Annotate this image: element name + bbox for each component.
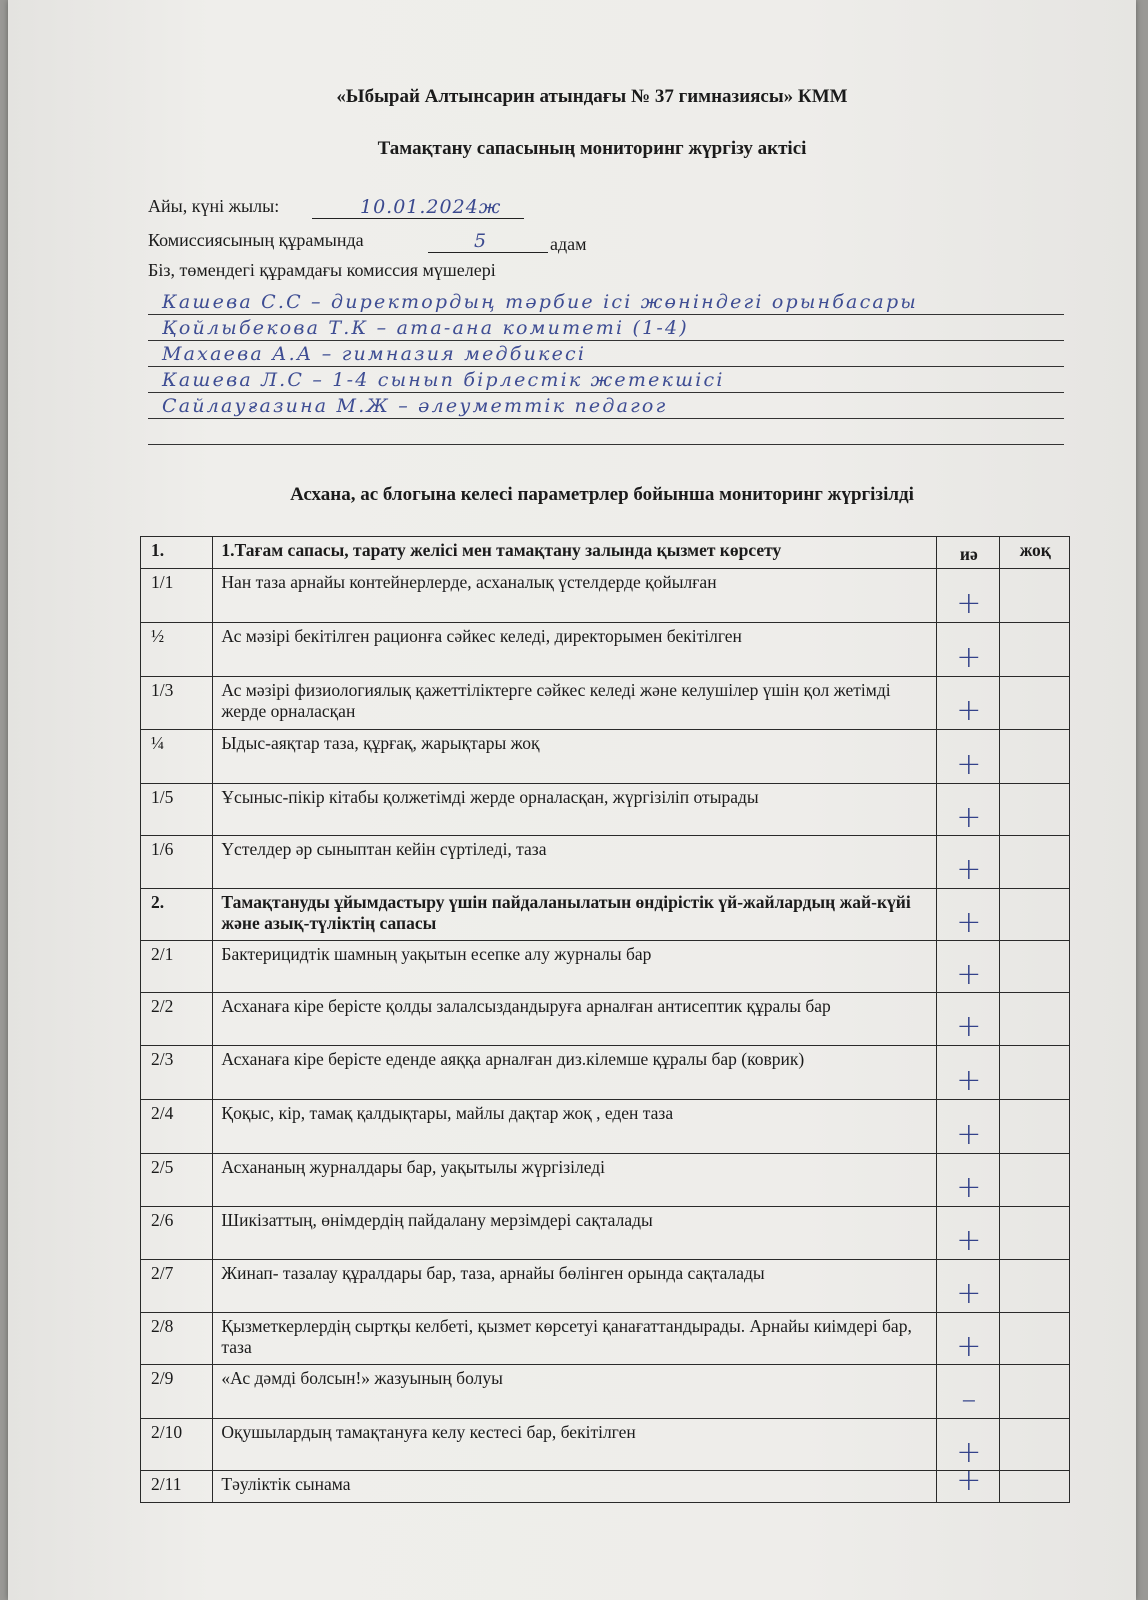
yes-mark: + bbox=[956, 746, 982, 782]
member-name: Махаева А.А – гимназия медбикесі bbox=[162, 343, 587, 365]
row-text: Оқушылардың тамақтануға келу кестесі бар, бекітілген bbox=[213, 1419, 937, 1471]
row-number: 2/11 bbox=[141, 1471, 213, 1503]
row-number: 1/6 bbox=[141, 836, 213, 889]
table-row bbox=[141, 1154, 1070, 1207]
row-number: 2/1 bbox=[141, 941, 213, 993]
row-text: Ыдыс-аяқтар таза, құрғақ, жарықтары жоқ bbox=[213, 730, 937, 784]
row-number: 2/5 bbox=[141, 1154, 213, 1207]
no-cell bbox=[999, 1365, 1069, 1419]
commission-label: Комиссиясының құрамында bbox=[148, 230, 364, 250]
no-cell bbox=[999, 1154, 1069, 1207]
date-label: Айы, күні жылы: bbox=[148, 196, 280, 216]
document-page bbox=[8, 0, 1136, 1600]
table-row bbox=[141, 569, 1070, 623]
yes-mark: + bbox=[956, 799, 982, 835]
no-cell bbox=[999, 677, 1069, 730]
row-text: Тамақтануды ұйымдастыру үшін пайдаланылатын өндірістік үй-жайлардың жай-күйі және азық-түліктің сапасы bbox=[213, 889, 937, 941]
row-number: 2/3 bbox=[141, 1046, 213, 1100]
table-row bbox=[141, 784, 1070, 836]
member-line bbox=[148, 366, 1064, 393]
yes-mark: + bbox=[956, 1116, 982, 1152]
table-row bbox=[141, 889, 1070, 941]
row-text: Үстелдер әр сыныптан кейін сүртіледі, таза bbox=[213, 836, 937, 889]
yes-header: иә bbox=[937, 537, 999, 569]
row-number: 2. bbox=[141, 889, 213, 941]
row-number: 2/4 bbox=[141, 1100, 213, 1154]
section-title: Асхана, ас блогына келесі параметрлер бойынша мониторинг жүргізілді bbox=[290, 484, 914, 505]
no-dash-mark: – bbox=[961, 1381, 977, 1417]
date-field bbox=[312, 194, 524, 219]
yes-cell bbox=[937, 1365, 999, 1419]
member-name: Кашева С.С – директордың тәрбие ісі жөніндегі орынбасары bbox=[162, 291, 918, 313]
row-number: 1/5 bbox=[141, 784, 213, 836]
no-cell bbox=[999, 889, 1069, 941]
yes-cell bbox=[937, 569, 999, 623]
yes-cell bbox=[937, 730, 999, 784]
yes-cell bbox=[937, 1260, 999, 1313]
row-number: 2/9 bbox=[141, 1365, 213, 1419]
no-cell bbox=[999, 569, 1069, 623]
no-cell bbox=[999, 1471, 1069, 1503]
yes-mark: + bbox=[956, 956, 982, 992]
yes-mark: + bbox=[956, 904, 982, 940]
row-text: Ас мәзірі бекітілген рационға сәйкес келеді, директорымен бекітілген bbox=[213, 623, 937, 677]
yes-mark: + bbox=[956, 693, 982, 728]
row-text: 1.Тағам сапасы, тарату желісі мен тамақтану залында қызмет көрсету bbox=[213, 537, 937, 569]
row-number: ½ bbox=[141, 623, 213, 677]
row-text: Бактерицидтік шамның уақытын есепке алу журналы бар bbox=[213, 941, 937, 993]
yes-cell bbox=[937, 1313, 999, 1365]
row-text: Ас мәзірі физиологиялық қажеттіліктерге сәйкес келеді және келушілер үшін қол жетімді жерде орналасқан bbox=[213, 677, 937, 730]
no-cell bbox=[999, 941, 1069, 993]
row-number: 2/6 bbox=[141, 1207, 213, 1260]
no-cell bbox=[999, 1207, 1069, 1260]
no-cell bbox=[999, 1419, 1069, 1471]
yes-mark: + bbox=[956, 585, 982, 621]
table-row bbox=[141, 1365, 1070, 1419]
yes-cell bbox=[937, 1463, 999, 1503]
table-row bbox=[141, 836, 1070, 889]
no-cell bbox=[999, 993, 1069, 1046]
row-number: ¼ bbox=[141, 730, 213, 784]
row-number: 2/7 bbox=[141, 1260, 213, 1313]
date-value: 10.01.2024ж bbox=[360, 196, 502, 218]
yes-cell bbox=[937, 1046, 999, 1100]
row-text: Нан таза арнайы контейнерлерде, асханалық үстелдерде қойылған bbox=[213, 569, 937, 623]
no-header: жоқ bbox=[999, 537, 1069, 569]
table-row bbox=[141, 993, 1070, 1046]
yes-cell bbox=[937, 889, 999, 941]
table-row bbox=[141, 1207, 1070, 1260]
commission-unit: адам bbox=[550, 234, 587, 254]
row-text: Асханаға кіре берісте еденде аяққа арналған диз.кілемше құралы бар (коврик) bbox=[213, 1046, 937, 1100]
no-cell bbox=[999, 1100, 1069, 1154]
member-line bbox=[148, 392, 1064, 419]
table-row bbox=[141, 1260, 1070, 1313]
table-row bbox=[141, 941, 1070, 993]
yes-cell bbox=[937, 677, 999, 730]
yes-cell bbox=[937, 1154, 999, 1207]
no-cell bbox=[999, 1046, 1069, 1100]
monitoring-table bbox=[140, 536, 1070, 1503]
no-cell bbox=[999, 1313, 1069, 1365]
yes-mark: + bbox=[956, 1463, 982, 1498]
row-text: Ұсыныс-пікір кітабы қолжетімді жерде орналасқан, жүргізіліп отырады bbox=[213, 784, 937, 836]
no-cell bbox=[999, 784, 1069, 836]
row-number: 1/3 bbox=[141, 677, 213, 730]
table-row bbox=[141, 537, 1070, 569]
yes-cell bbox=[937, 941, 999, 993]
row-text: Жинап- тазалау құралдары бар, таза, арнайы бөлінген орында сақталады bbox=[213, 1260, 937, 1313]
row-text: Қоқыс, кір, тамақ қалдықтары, майлы дақтар жоқ , еден таза bbox=[213, 1100, 937, 1154]
member-name: Қойлыбекова Т.К – ата-ана комитеті (1-4) bbox=[162, 317, 689, 339]
member-line bbox=[148, 288, 1064, 315]
act-title: Тамақтану сапасының мониторинг жүргізу актісі bbox=[377, 138, 807, 159]
table-row bbox=[141, 623, 1070, 677]
table-row bbox=[141, 730, 1070, 784]
table-row bbox=[141, 1471, 1070, 1503]
yes-mark: + bbox=[956, 1062, 982, 1098]
yes-cell bbox=[937, 836, 999, 889]
row-text: Қызметкерлердің сыртқы келбеті, қызмет көрсетуі қанағаттандырады. Арнайы киімдері бар, таза bbox=[213, 1313, 937, 1365]
table-row bbox=[141, 1419, 1070, 1471]
org-title: «Ыбырай Алтынсарин атындағы № 37 гимназиясы» КММ bbox=[336, 86, 848, 107]
row-number: 2/8 bbox=[141, 1313, 213, 1365]
yes-mark: + bbox=[956, 1434, 982, 1470]
member-name: Кашева Л.С – 1-4 сынып бірлестік жетекшісі bbox=[162, 369, 725, 391]
table-row bbox=[141, 1100, 1070, 1154]
row-text: Шикізаттың, өнімдердің пайдалану мерзімдері сақталады bbox=[213, 1207, 937, 1260]
yes-cell bbox=[937, 1100, 999, 1154]
members-label: Біз, төмендегі құрамдағы комиссия мүшелері bbox=[148, 260, 496, 280]
yes-cell bbox=[937, 784, 999, 836]
yes-mark: + bbox=[956, 1328, 982, 1364]
member-line bbox=[148, 314, 1064, 341]
row-number: 2/2 bbox=[141, 993, 213, 1046]
row-number: 1. bbox=[141, 537, 213, 569]
member-line bbox=[148, 340, 1064, 367]
table-row bbox=[141, 677, 1070, 730]
commission-field bbox=[428, 226, 548, 253]
row-text: Асхананың журналдары бар, уақытылы жүргізіледі bbox=[213, 1154, 937, 1207]
table-row bbox=[141, 1046, 1070, 1100]
member-name: Сайлауғазина М.Ж – әлеуметтік педагог bbox=[162, 395, 668, 417]
commission-value: 5 bbox=[474, 230, 488, 252]
member-line-empty bbox=[148, 418, 1064, 445]
table-row bbox=[141, 1313, 1070, 1365]
no-cell bbox=[999, 623, 1069, 677]
yes-mark: + bbox=[956, 639, 982, 675]
row-text: Тәуліктік сынама bbox=[213, 1471, 937, 1503]
row-text: «Ас дәмді болсын!» жазуының болуы bbox=[213, 1365, 937, 1419]
yes-cell bbox=[937, 993, 999, 1046]
yes-cell bbox=[937, 1207, 999, 1260]
yes-mark: + bbox=[956, 1009, 982, 1044]
no-cell bbox=[999, 1260, 1069, 1313]
yes-cell bbox=[937, 623, 999, 677]
yes-mark: + bbox=[956, 1170, 982, 1205]
row-number: 2/10 bbox=[141, 1419, 213, 1471]
no-cell bbox=[999, 730, 1069, 784]
yes-mark: + bbox=[956, 852, 982, 887]
yes-mark: + bbox=[956, 1223, 982, 1258]
no-cell bbox=[999, 836, 1069, 889]
row-text: Асханаға кіре берісте қолды залалсыздандыруға арналған антисептик құралы бар bbox=[213, 993, 937, 1046]
row-number: 1/1 bbox=[141, 569, 213, 623]
yes-mark: + bbox=[956, 1276, 982, 1311]
